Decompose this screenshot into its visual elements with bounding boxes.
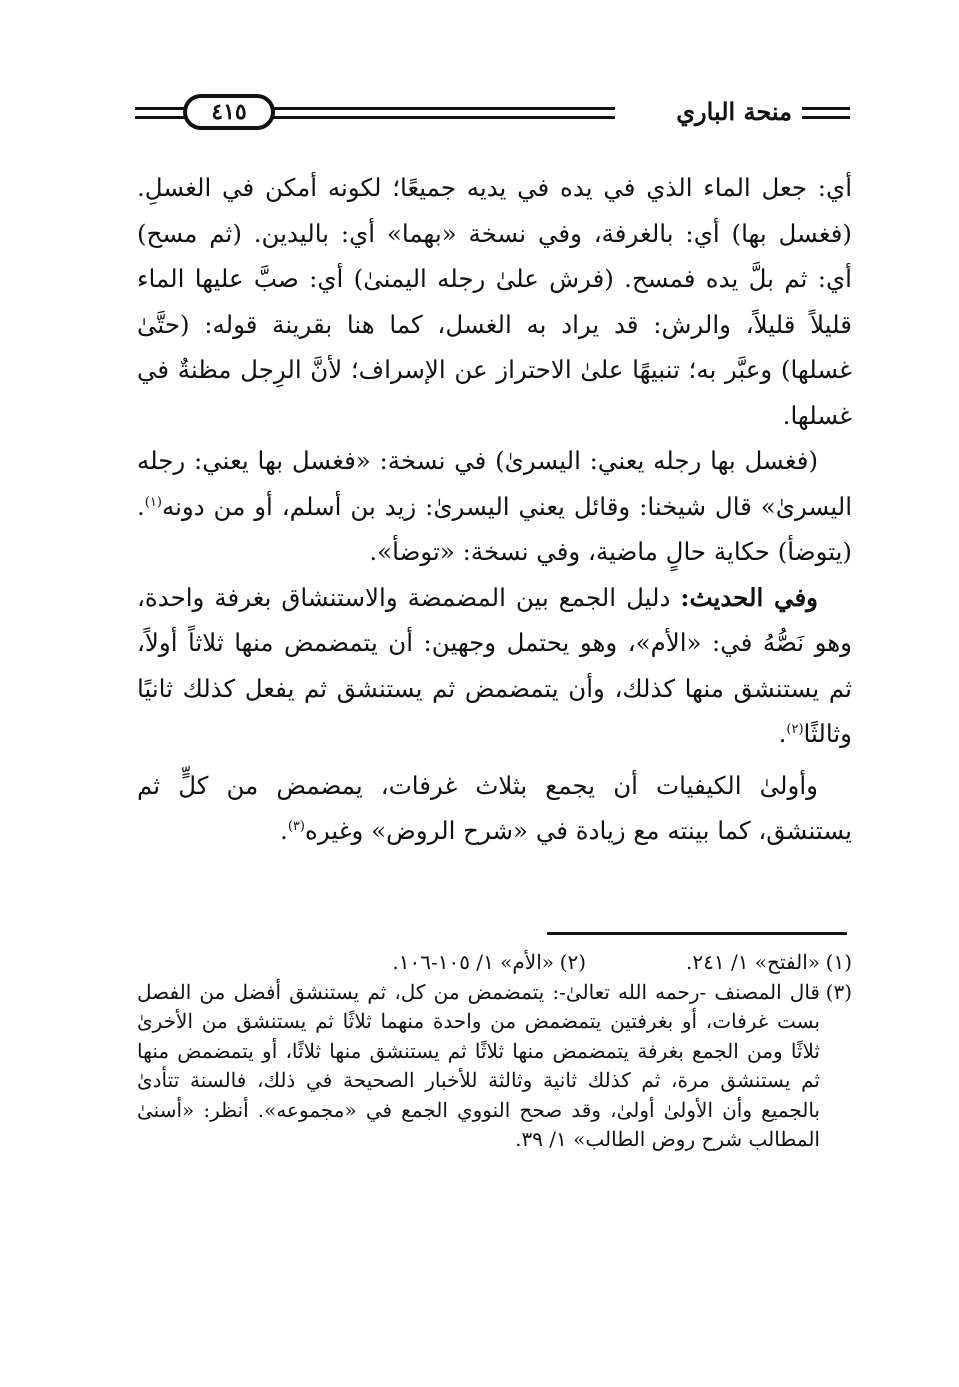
footnote-3 [137,978,852,1155]
footnote-mark: (٢) [559,950,586,974]
footnote-1 [686,948,852,978]
footnote-row [137,948,852,978]
paragraph-lead: وفي الحديث: [680,582,818,612]
paragraph [137,763,852,854]
footnote-text: «الفتح» ١/ ٢٤١. [686,950,820,974]
header-rule [265,107,615,110]
header-rule [802,116,850,119]
paragraph-text: . [778,719,787,748]
footnote-text: قال المصنف -رحمه الله تعالىٰ-: يتمضمض من كل، ثم يستنشق أفضل من الفصل بست غرفات، أو بغرفتين يتمضمض من واحدة منهما ثلاثًا ثم يستنشق من الأخرىٰ ثلاثًا ومن الجمع بغرفة يتمضمض منها ثلاثًا ثم يستنشق منها ثلاثًا، أو يتمضمض منها ثم يستنشق مرة، ثم كذلك ثانية وثالثة للأخبار الصحيحة في ذلك، فالسنة تتأدىٰ بالجميع وأن الأولىٰ أولىٰ، وقد صحح النووي الجمع في «مجموعه». أنظر: «أسنىٰ المطالب شرح روض الطالب» ١/ ٣٩. [137,979,820,1151]
header-rule [802,107,850,110]
paragraph: أي: جعل الماء الذي في يده في يديه جميعًا؛ لكونه أمكن في الغسلِ. (فغسل بها) أي: بالغرفة، وفي نسخة «بهما» أي: باليدين. (ثم مسح) أي: ثم بلَّ يده فمسح. (فرش علىٰ رجله اليمنىٰ) أي: صبَّ عليها الماء قليلاً قليلاً، والرش: قد يراد به الغسل، كما هنا بقرينة قوله: (حتَّىٰ غسلها) وعبَّر به؛ تنبيهًا علىٰ الاحتراز عن الإسراف؛ لأنَّ الرِجل مظنةٌ في غسلها. [137,173,852,430]
footnote-text: «الأم» ١/ ١٠٥-١٠٦. [392,950,554,974]
footnote-separator [547,932,847,935]
footnote-mark: (١) [825,950,852,974]
footnote-mark: (٣) [825,979,852,1004]
paragraph-text: . [280,816,288,845]
page-number: ٤١٥ [183,94,275,130]
footnote-ref: (٣) [287,818,305,834]
paragraph-text: وأولىٰ الكيفيات أن يجمع بثلاث غرفات، يمضمض من كلٍّ ثم يستنشق، كما بينته مع زيادة في «شرح الروض» وغيره [137,770,852,845]
paragraph-text: دليل الجمع بين المضمضة والاستنشاق بغرفة واحدة، وهو نَصُّهُ في: «الأم»، وهو يحتمل وجهين: أن يتمضمض منها ثلاثاً أولاً، ثم يستنشق منها كذلك، وأن يتمضمض ثم يستنشق ثم يفعل كذلك ثانيًا وثالثًا [137,582,852,748]
book-title: منحة الباري [676,97,792,126]
running-header [135,92,850,136]
header-rule [265,116,615,119]
paragraph-text: (فغسل بها رجله يعني: اليسرىٰ) في نسخة: «فغسل بها يعني: رجله اليسرىٰ» قال شيخنا: وقائل يعني اليسرىٰ: زيد بن أسلم، أو من دونه [137,446,852,521]
footnote-ref: (١) [144,494,162,510]
main-text [137,165,852,854]
paragraph-text: . (يتوضأ) حكاية حالٍ ماضية، وفي نسخة: «توضأ». [137,491,852,566]
paragraph [137,438,852,575]
paragraph [137,575,852,757]
footnote-ref: (٢) [786,721,804,737]
footnote-2 [392,948,586,978]
footnotes [137,948,852,1155]
